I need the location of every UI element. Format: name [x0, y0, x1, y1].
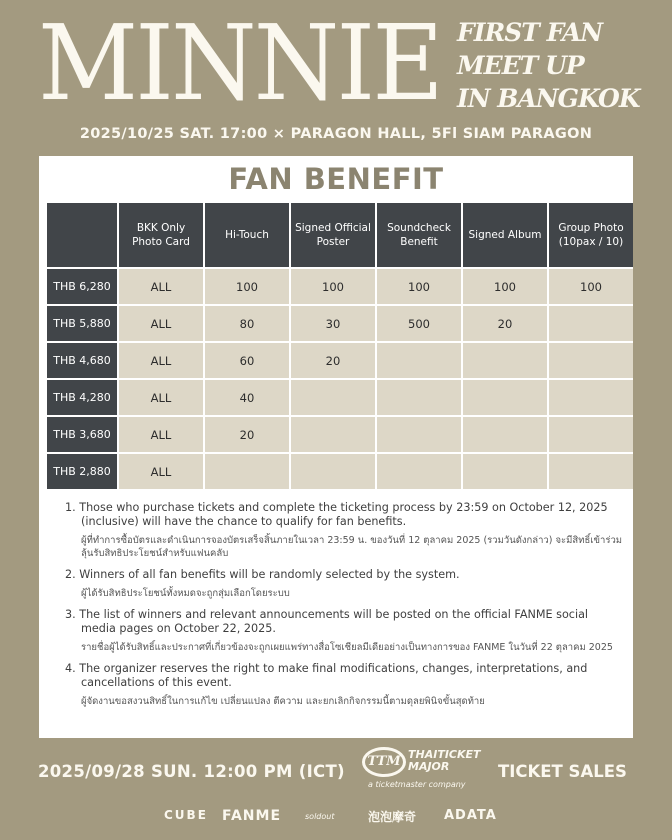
price-cell: THB 6,280	[47, 269, 117, 304]
table-cell	[549, 306, 633, 341]
popomart-logo: 泡泡摩奇	[368, 810, 417, 824]
ttm-name	[408, 749, 481, 773]
event-subtitle	[457, 16, 640, 115]
event-date-venue: 2025/10/25 SAT. 17:00 × PARAGON HALL, 5Fl SIAM PARAGON	[79, 126, 593, 142]
table-cell	[463, 417, 547, 452]
table-cell: ALL	[119, 269, 203, 304]
subtitle-line-2: MEET UP	[457, 51, 584, 80]
ttm-mark: TTM	[362, 747, 406, 777]
table-cell	[463, 380, 547, 415]
table-cell	[377, 454, 461, 489]
subtitle-line-3: IN BANGKOK	[457, 84, 640, 113]
table-cell: ALL	[119, 380, 203, 415]
table-cell: 30	[291, 306, 375, 341]
table-cell: 500	[377, 306, 461, 341]
note-thai: ผู้ที่ทำการซื้อบัตรและดำเนินการจองบัตรเสร็จสิ้นภายในเวลา 23:59 น. ของวันที่ 12 ตุลาคม 2025 (รวมวันดังกล่าว) จะมีสิทธิ์เข้าร่วมลุ้นรับสิทธิประโยชน์สำหรับแฟนคลับ	[81, 535, 623, 559]
soldout-logo: soldout	[305, 812, 335, 821]
table-cell: 100	[377, 269, 461, 304]
sponsor-logos	[0, 808, 672, 832]
notes-list	[65, 501, 625, 716]
fan-benefit-table	[45, 201, 635, 491]
column-header: Hi-Touch	[205, 203, 289, 267]
note-english: 2. Winners of all fan benefits will be randomly selected by the system.	[65, 568, 460, 581]
table-cell	[549, 380, 633, 415]
table-cell	[205, 454, 289, 489]
adata-logo: ADATA	[444, 808, 497, 823]
subtitle-line-1: FIRST FAN	[457, 18, 603, 47]
table-row	[47, 380, 633, 415]
note-item	[65, 501, 625, 560]
note-english: 4. The organizer reserves the right to make final modifications, changes, interpretations, and cancellations of this event.	[65, 662, 588, 689]
table-corner-cell	[47, 203, 117, 267]
table-cell: 20	[291, 343, 375, 378]
table-cell: ALL	[119, 417, 203, 452]
poster-header	[0, 0, 672, 160]
thaiticket-major-logo	[362, 747, 492, 795]
table-cell: 100	[463, 269, 547, 304]
ticket-sale-date: 2025/09/28 SUN. 12:00 PM (ICT)	[38, 762, 345, 781]
price-cell: THB 2,880	[47, 454, 117, 489]
table-row	[47, 454, 633, 489]
fan-benefit-panel	[39, 156, 633, 738]
note-english: 1. Those who purchase tickets and complete the ticketing process by 23:59 on October 12, 2025 (inclusive) will have the chance to qualify for fan benefits.	[65, 501, 608, 528]
column-header: Signed Album	[463, 203, 547, 267]
note-thai: ผู้จัดงานขอสงวนสิทธิ์ในการแก้ไข เปลี่ยนแปลง ตีความ และยกเลิกกิจกรรมนี้ตามดุลยพินิจขั้นสุดท้าย	[81, 696, 485, 707]
ttm-company-tagline: a ticketmaster company	[368, 780, 466, 789]
table-cell	[549, 343, 633, 378]
table-cell: 60	[205, 343, 289, 378]
table-cell	[463, 343, 547, 378]
table-cell	[549, 454, 633, 489]
table-cell: 80	[205, 306, 289, 341]
note-thai: ผู้ได้รับสิทธิประโยชน์ทั้งหมดจะถูกสุ่มเลือกโดยระบบ	[81, 588, 290, 599]
table-cell	[291, 417, 375, 452]
column-header: Signed Official Poster	[291, 203, 375, 267]
table-cell	[291, 380, 375, 415]
column-header: Soundcheck Benefit	[377, 203, 461, 267]
note-thai: รายชื่อผู้ได้รับสิทธิ์และประกาศที่เกี่ยวข้องจะถูกเผยแพร่ทางสื่อโซเชียลมีเดียอย่างเป็นทางการของ FANME ในวันที่ 22 ตุลาคม 2025	[81, 642, 613, 653]
price-cell: THB 4,280	[47, 380, 117, 415]
table-cell: ALL	[119, 454, 203, 489]
table-cell	[377, 343, 461, 378]
column-header: Group Photo (10pax / 10)	[549, 203, 633, 267]
note-english: 3. The list of winners and relevant announcements will be posted on the official FANME social media pages on October 22, 2025.	[65, 608, 589, 635]
table-row	[47, 417, 633, 452]
price-cell: THB 5,880	[47, 306, 117, 341]
note-item	[65, 608, 625, 654]
price-cell: THB 4,680	[47, 343, 117, 378]
fanme-logo: FANME	[222, 808, 282, 824]
table-row	[47, 269, 633, 304]
table-cell: 100	[205, 269, 289, 304]
table-cell: ALL	[119, 343, 203, 378]
ttm-name-line-2: MAJOR	[408, 760, 450, 773]
table-cell: 100	[291, 269, 375, 304]
table-row	[47, 343, 633, 378]
note-item	[65, 568, 625, 600]
table-cell	[291, 454, 375, 489]
table-cell	[463, 454, 547, 489]
artist-title: MINNIE	[38, 2, 441, 124]
table-header-row	[47, 203, 633, 267]
note-item	[65, 662, 625, 708]
table-row	[47, 306, 633, 341]
table-cell: 100	[549, 269, 633, 304]
ticket-sales-label: TICKET SALES	[498, 762, 627, 781]
table-cell: ALL	[119, 306, 203, 341]
cube-logo: CUBE	[164, 808, 208, 822]
table-cell: 40	[205, 380, 289, 415]
table-cell: 20	[463, 306, 547, 341]
fan-benefit-title: FAN BENEFIT	[228, 162, 444, 196]
table-cell: 20	[205, 417, 289, 452]
price-cell: THB 3,680	[47, 417, 117, 452]
table-cell	[377, 417, 461, 452]
ttm-name-line-1: THAITICKET	[408, 748, 481, 761]
column-header: BKK Only Photo Card	[119, 203, 203, 267]
table-cell	[549, 417, 633, 452]
table-cell	[377, 380, 461, 415]
